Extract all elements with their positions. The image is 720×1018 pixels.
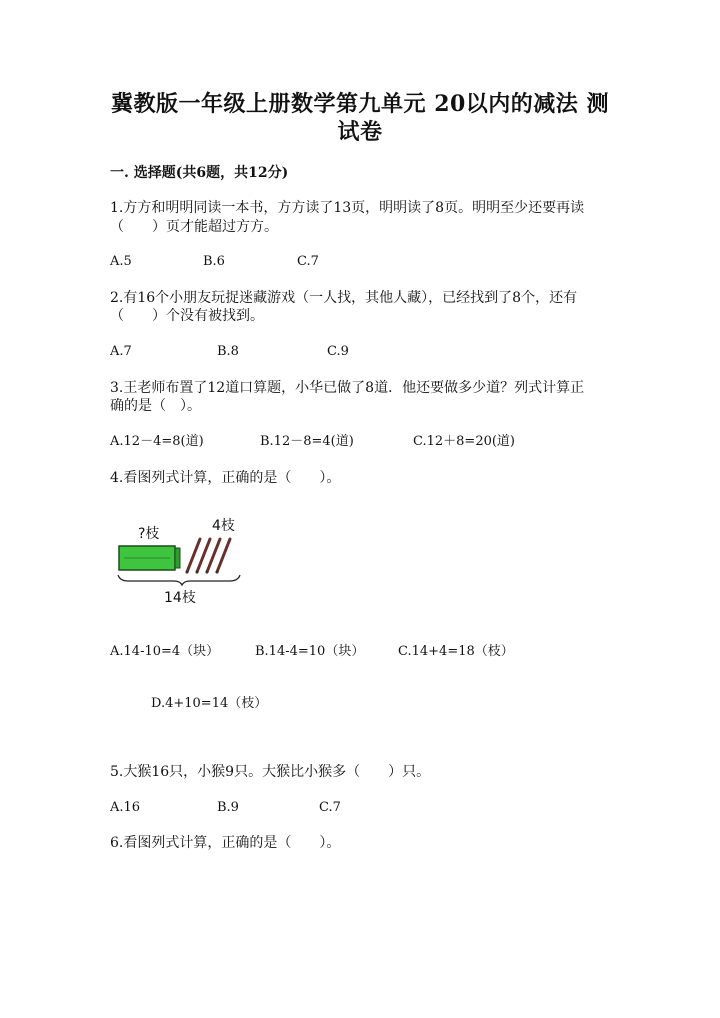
page-title-line-1: 冀教版一年级上册数学第九单元 20以内的减法 测 bbox=[111, 91, 609, 117]
question-5-option-b: B.9 bbox=[217, 800, 239, 815]
section-heading: 一. 选择题(共6题，共12分) bbox=[110, 165, 289, 181]
question-4-option-c: C.14+4=18（枝） bbox=[398, 644, 514, 659]
question-1-option-a: A.5 bbox=[110, 254, 132, 269]
total-bracket bbox=[118, 575, 240, 585]
box-label: ?枝 bbox=[138, 526, 160, 542]
question-2-option-a: A.7 bbox=[110, 344, 132, 359]
pencils-diagram bbox=[112, 514, 247, 610]
question-3-text-line-1: 3.王老师布置了12道口算题，小华已做了8道．他还要做多少道？列式计算正 bbox=[110, 380, 585, 396]
question-5-text: 5.大猴16只，小猴9只。大猴比小猴多（ ）只。 bbox=[110, 764, 431, 780]
question-4-figure bbox=[112, 514, 247, 610]
question-3-option-b: B.12－8=4(道) bbox=[260, 434, 354, 449]
question-1-option-c: C.7 bbox=[297, 254, 319, 269]
question-2-text-line-1: 2.有16个小朋友玩捉迷藏游戏（一人找，其他人藏），已经找到了8个，还有 bbox=[110, 290, 578, 306]
question-6-text: 6.看图列式计算，正确的是（ ）。 bbox=[110, 835, 341, 851]
four-pencils-icon bbox=[186, 539, 231, 574]
question-1-option-b: B.6 bbox=[203, 254, 225, 269]
question-1-text-line-2: （ ）页才能超过方方。 bbox=[110, 219, 278, 235]
question-2-option-b: B.8 bbox=[217, 344, 239, 359]
question-3-text-line-2: 确的是（ ）。 bbox=[110, 398, 201, 414]
question-5-option-c: C.7 bbox=[319, 800, 341, 815]
question-1-text-line-1: 1.方方和明明同读一本书，方方读了13页，明明读了8页。明明至少还要再读 bbox=[110, 200, 585, 216]
question-3-option-a: A.12－4=8(道) bbox=[110, 434, 204, 449]
question-5-option-a: A.16 bbox=[110, 800, 141, 815]
pencil-box-end bbox=[175, 548, 180, 568]
question-4-option-b: B.14-4=10（块） bbox=[255, 644, 365, 659]
question-4-option-d: D.4+10=14（枝） bbox=[151, 696, 268, 711]
question-3-option-c: C.12＋8=20(道) bbox=[413, 434, 516, 449]
question-4-option-a: A.14-10=4（块） bbox=[110, 644, 220, 659]
page-title-line-2: 试卷 bbox=[337, 119, 383, 145]
question-2-text-line-2: （ ）个没有被找到。 bbox=[110, 308, 264, 324]
total-label: 14枝 bbox=[164, 590, 196, 606]
question-2-option-c: C.9 bbox=[327, 344, 349, 359]
question-4-text: 4.看图列式计算，正确的是（ ）。 bbox=[110, 470, 341, 486]
pencils-label: 4枝 bbox=[212, 518, 235, 534]
